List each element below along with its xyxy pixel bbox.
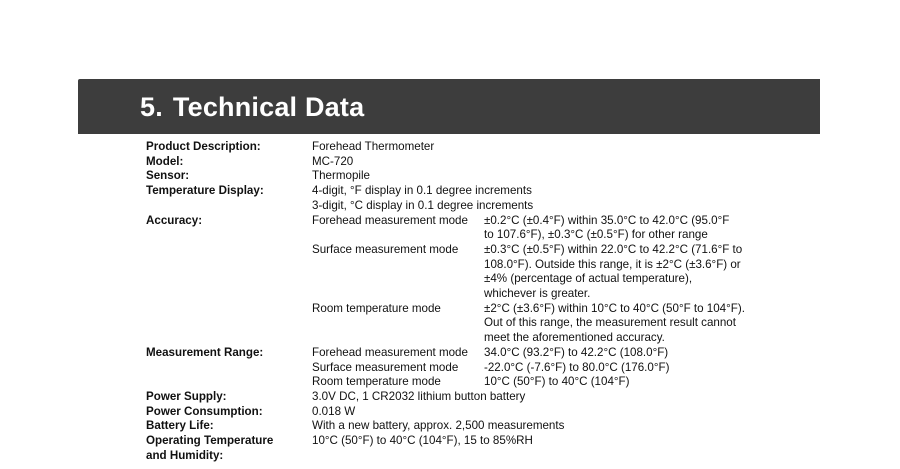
range-room xyxy=(312,375,786,390)
mode-detail-line: ±4% (percentage of actual temperature), xyxy=(484,272,693,286)
mode-detail-line: meet the aforementioned accuracy. xyxy=(484,331,665,345)
mode-label: Room temperature mode xyxy=(312,375,441,389)
spec-row-sensor xyxy=(146,169,786,184)
accuracy-forehead xyxy=(312,214,786,243)
mode-label: Forehead measurement mode xyxy=(312,345,468,359)
spec-value: 3.0V DC, 1 CR2032 lithium button battery xyxy=(312,389,526,403)
mode-detail: -22.0°C (-7.6°F) to 80.0°C (176.0°F) xyxy=(484,360,670,374)
spec-value: MC-720 xyxy=(312,154,354,168)
spec-row-measurement-range xyxy=(146,346,786,390)
mode-detail-line: whichever is greater. xyxy=(484,287,591,301)
spec-label: Product Description: xyxy=(146,140,261,153)
spec-value xyxy=(312,346,786,390)
spec-row-accuracy xyxy=(146,214,786,346)
section-title-text: Technical Data xyxy=(172,92,365,122)
spec-row-temperature-display xyxy=(146,184,786,213)
spec-row-battery-life xyxy=(146,419,786,434)
spec-label: Battery Life: xyxy=(146,419,214,433)
mode-detail xyxy=(484,214,786,243)
spec-label xyxy=(146,434,306,463)
spec-label-line: and Humidity: xyxy=(146,448,224,462)
mode-detail-line: ±0.2°C (±0.4°F) within 35.0°C to 42.0°C (95.0°F xyxy=(484,213,730,227)
spec-label: Power Consumption: xyxy=(146,404,263,418)
spec-label: Model: xyxy=(146,154,184,168)
mode-detail-line: to 107.6°F), ±0.3°C (±0.5°F) for other range xyxy=(484,228,708,242)
mode-detail: 10°C (50°F) to 40°C (104°F) xyxy=(484,375,630,389)
accuracy-surface xyxy=(312,243,786,302)
spec-value: Thermopile xyxy=(312,169,370,183)
spec-row-model xyxy=(146,155,786,170)
spec-row-power-consumption xyxy=(146,405,786,420)
spec-label: Accuracy: xyxy=(146,213,203,227)
spec-value: 10°C (50°F) to 40°C (104°F), 15 to 85%RH xyxy=(312,434,533,448)
spec-label: Measurement Range: xyxy=(146,345,264,359)
spec-label: Sensor: xyxy=(146,169,190,183)
mode-detail xyxy=(484,302,786,346)
spec-value xyxy=(312,184,786,213)
section-number: 5. xyxy=(140,92,163,122)
spec-row-power-supply xyxy=(146,390,786,405)
mode-label: Room temperature mode xyxy=(312,301,441,315)
mode-detail-line: ±0.3°C (±0.5°F) within 22.0°C to 42.2°C (71.6°F to xyxy=(484,242,743,256)
mode-label: Surface measurement mode xyxy=(312,360,459,374)
mode-detail: 34.0°C (93.2°F) to 42.2°C (108.0°F) xyxy=(484,345,669,359)
spec-value: With a new battery, approx. 2,500 measurements xyxy=(312,419,565,433)
spec-label: Temperature Display: xyxy=(146,184,264,198)
spec-value xyxy=(312,214,786,346)
spec-row-product-description xyxy=(146,140,786,155)
spec-value-line: 4-digit, °F display in 0.1 degree increments xyxy=(312,184,532,198)
mode-detail xyxy=(484,243,786,302)
mode-detail-line: Out of this range, the measurement result cannot xyxy=(484,316,736,330)
spec-label-line: Operating Temperature xyxy=(146,434,274,448)
accuracy-room xyxy=(312,302,786,346)
spec-value: 0.018 W xyxy=(312,404,356,418)
mode-label: Surface measurement mode xyxy=(312,242,459,256)
spec-value-line: 3-digit, °C display in 0.1 degree increments xyxy=(312,198,534,212)
mode-detail-line: 108.0°F). Outside this range, it is ±2°C (±3.6°F) or xyxy=(484,257,741,271)
section-title xyxy=(140,92,364,123)
mode-label: Forehead measurement mode xyxy=(312,213,468,227)
technical-data-table xyxy=(146,140,786,462)
spec-value: Forehead Thermometer xyxy=(312,140,435,153)
range-forehead xyxy=(312,346,786,361)
spec-row-operating-conditions xyxy=(146,434,786,462)
spec-label: Power Supply: xyxy=(146,389,227,403)
range-surface xyxy=(312,361,786,376)
mode-detail-line: ±2°C (±3.6°F) within 10°C to 40°C (50°F to 104°F). xyxy=(484,301,745,315)
